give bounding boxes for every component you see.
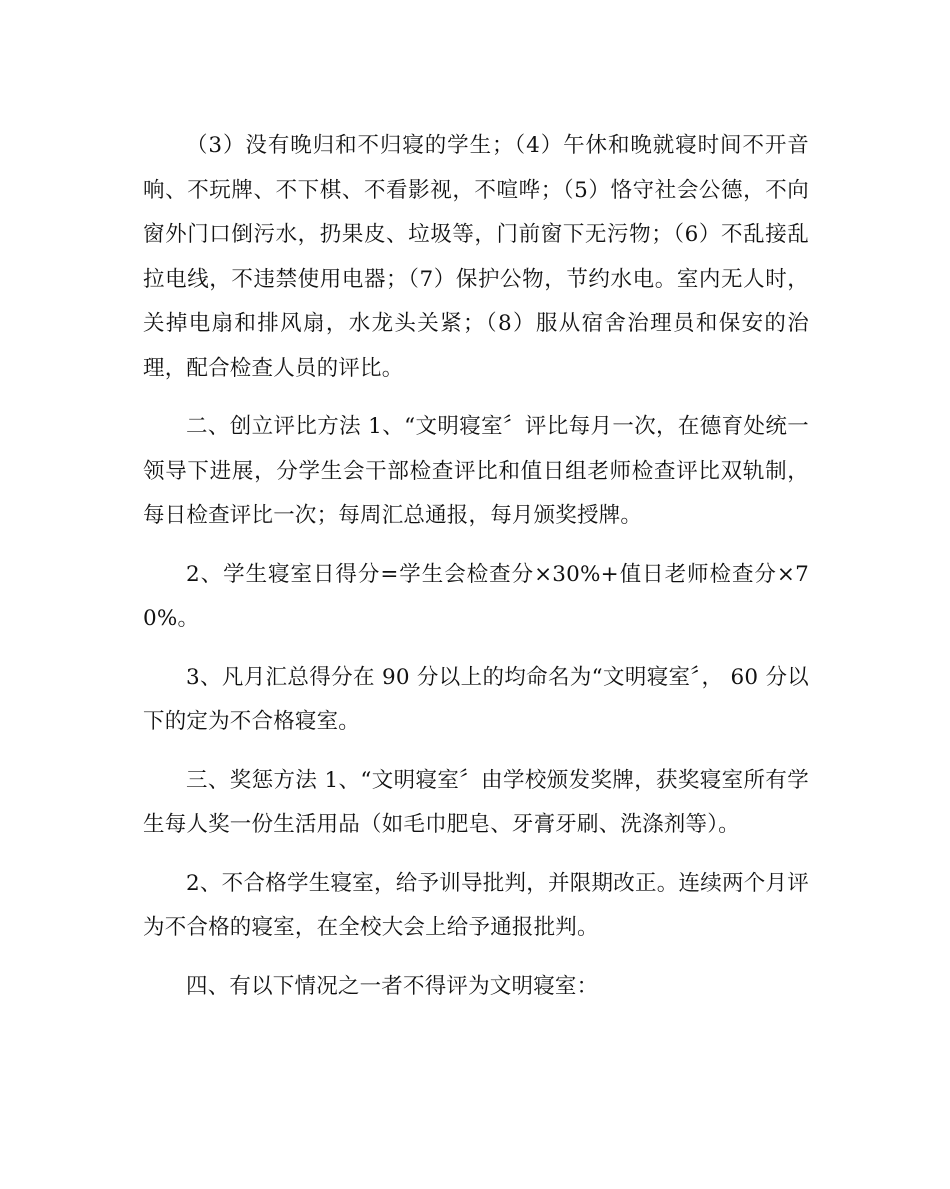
document-body [143, 124, 809, 1009]
paragraph-dorm-rules: （3）没有晚归和不归寝的学生；（4）午休和晚就寝时间不开音响、不玩牌、不下棋、不看影视，不喧哗；（5）恪守社会公德，不向窗外门口倒污水，扔果皮、垃圾等，门前窗下无污物；（6）不乱接乱拉电线，不违禁使用电器；（7）保护公物，节约水电。室内无人时，关掉电扇和排风扇，水龙头关紧；（8）服从宿舍治理员和保安的治理，配合检查人员的评比。 [143, 133, 809, 381]
paragraph-daily-score: 2、学生寝室日得分=学生会检查分×30%+值日老师检查分×70%。 [143, 561, 809, 631]
paragraph-penalties: 2、不合格学生寝室，给予训导批判，并限期改正。连续两个月评为不合格的寝室，在全校大会上给予通报批判。 [143, 870, 809, 940]
paragraph-monthly-rating: 3、凡月汇总得分在 90 分以上的均命名为“文明寝室〞， 60 分以下的定为不合格寝室。 [143, 664, 809, 734]
paragraph-disqualification-heading: 四、有以下情况之一者不得评为文明寝室： [186, 973, 599, 999]
paragraph-evaluation-method: 二、创立评比方法 1、“文明寝室〞评比每月一次，在德育处统一领导下进展，分学生会干部检查评比和值日组老师检查评比双轨制，每日检查评比一次；每周汇总通报，每月颁奖授牌。 [143, 414, 809, 528]
paragraph-rewards: 三、奖惩方法 1、“文明寝室〞由学校颁发奖牌，获奖寝室所有学生每人奖一份生活用品（如毛巾肥皂、牙膏牙刷、洗涤剂等）。 [143, 767, 809, 837]
